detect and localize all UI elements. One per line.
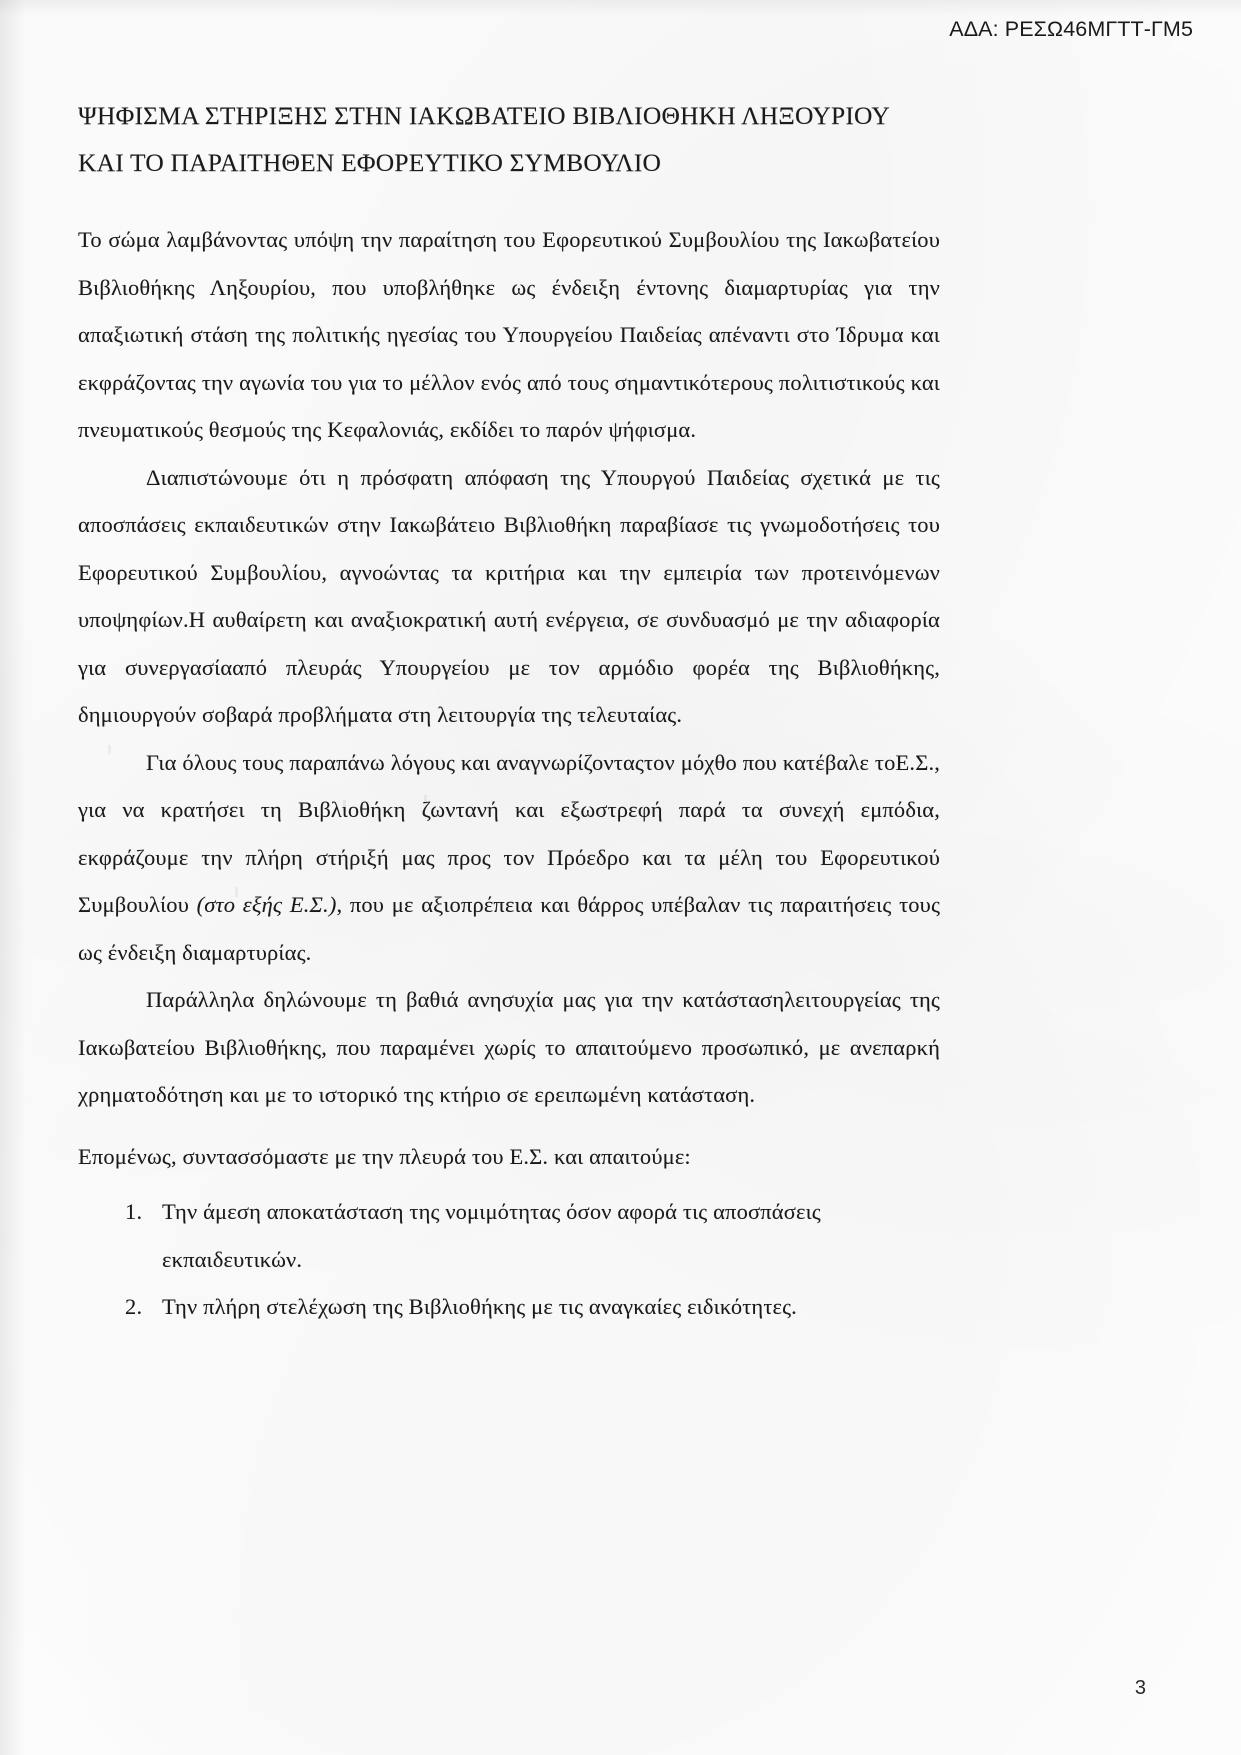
paragraph-3-part-1: Για όλους τους παραπάνω λόγους και αναγνωρίζονταςτον μόχθο που κατέβαλε τοΕ.Σ., για να κρατήσει τη Βιβλιοθήκη ζωντανή και εξωστρεφή παρά τα συνεχή εμπόδια, εκφράζουμε την πλήρη στήριξή μας προς τον Πρόεδρο και τα μέλη του Εφορευτικού Συμβουλίου xyxy=(78,749,940,917)
list-item: 1. Την άμεση αποκατάσταση της νομιμότητας όσον αφορά τις αποσπάσεις εκπαιδευτικών. xyxy=(148,1188,940,1283)
document-body xyxy=(78,92,940,1331)
paragraph-3-part-2: , που με αξιοπρέπεια και θάρρος υπέβαλαν τις παραιτήσεις τους ως ένδειξη διαμαρτυρίας. xyxy=(78,892,941,965)
list-item: 2. Την πλήρη στελέχωση της Βιβλιοθήκης με τις αναγκαίες ειδικότητες. xyxy=(148,1283,940,1331)
paragraph-3-italic-note: (στο εξής Ε.Σ.) xyxy=(196,892,337,917)
paragraph-3 xyxy=(78,739,940,977)
page-number: 3 xyxy=(1134,1677,1146,1699)
scan-edge-shadow-left xyxy=(0,0,26,1755)
page-title: ΨΗΦΙΣΜΑ ΣΤΗΡΙΞΗΣ ΣΤΗΝ ΙΑΚΩΒΑΤΕΙΟ ΒΙΒΛΙΟΘΗΚΗ ΛΗΞΟΥΡΙΟΥ ΚΑΙ ΤΟ ΠΑΡΑΙΤΗΘΕΝ ΕΦΟΡΕΥΤΙΚΟ ΣΥΜΒΟΥΛΙΟ xyxy=(78,101,890,177)
ada-stamp: ΑΔΑ: ΡΕΣΩ46ΜΓΤΤ-ΓΜ5 xyxy=(949,17,1193,41)
demands-list xyxy=(78,1188,940,1331)
paragraph-4: Παράλληλα δηλώνουμε τη βαθιά ανησυχία μας για την κατάστασηλειτουργείας της Ιακωβατείου Βιβλιοθήκης, που παραμένει χωρίς το απαιτούμενο προσωπικό, με ανεπαρκή χρηματοδότηση και με το ιστορικό της κτήριο σε ερειπωμένη κατάσταση. xyxy=(78,987,940,1107)
paragraph-2: Διαπιστώνουμε ότι η πρόσφατη απόφαση της Υπουργού Παιδείας σχετικά με τις αποσπάσεις εκπαιδευτικών στην Ιακωβάτειο Βιβλιοθήκη παραβίασε τις γνωμοδοτήσεις του Εφορευτικού Συμβουλίου, αγνοώντας τα κριτήρια και την εμπειρία των προτεινόμενων υποψηφίων.Η αυθαίρετη και αναξιοκρατική αυτή ενέργεια, σε συνδυασμό με την αδιαφορία για συνεργασίααπό πλευράς Υπουργείου με τον αρμόδιο φορέα της Βιβλιοθήκης, δημιουργούν σοβαρά προβλήματα στη λειτουργία της τελευταίας. xyxy=(78,464,940,727)
paragraph-5-lead-in: Επομένως, συντασσόμαστε με την πλευρά του Ε.Σ. και απαιτούμε: xyxy=(78,1143,691,1169)
paragraph-1: Το σώμα λαμβάνοντας υπόψη την παραίτηση του Εφορευτικού Συμβουλίου της Ιακωβατείου Βιβλιοθήκης Ληξουρίου, που υποβλήθηκε ως ένδειξη έντονης διαμαρτυρίας για την απαξιωτική στάση της πολιτικής ηγεσίας του Υπουργείου Παιδείας απέναντι στο Ίδρυμα και εκφράζοντας την αγωνία του για το μέλλον ενός από τους σημαντικότερους πολιτιστικούς και πνευματικούς θεσμούς της Κεφαλονιάς, εκδίδει το παρόν ψήφισμα. xyxy=(78,227,940,442)
scan-edge-shadow-top xyxy=(0,0,1241,16)
